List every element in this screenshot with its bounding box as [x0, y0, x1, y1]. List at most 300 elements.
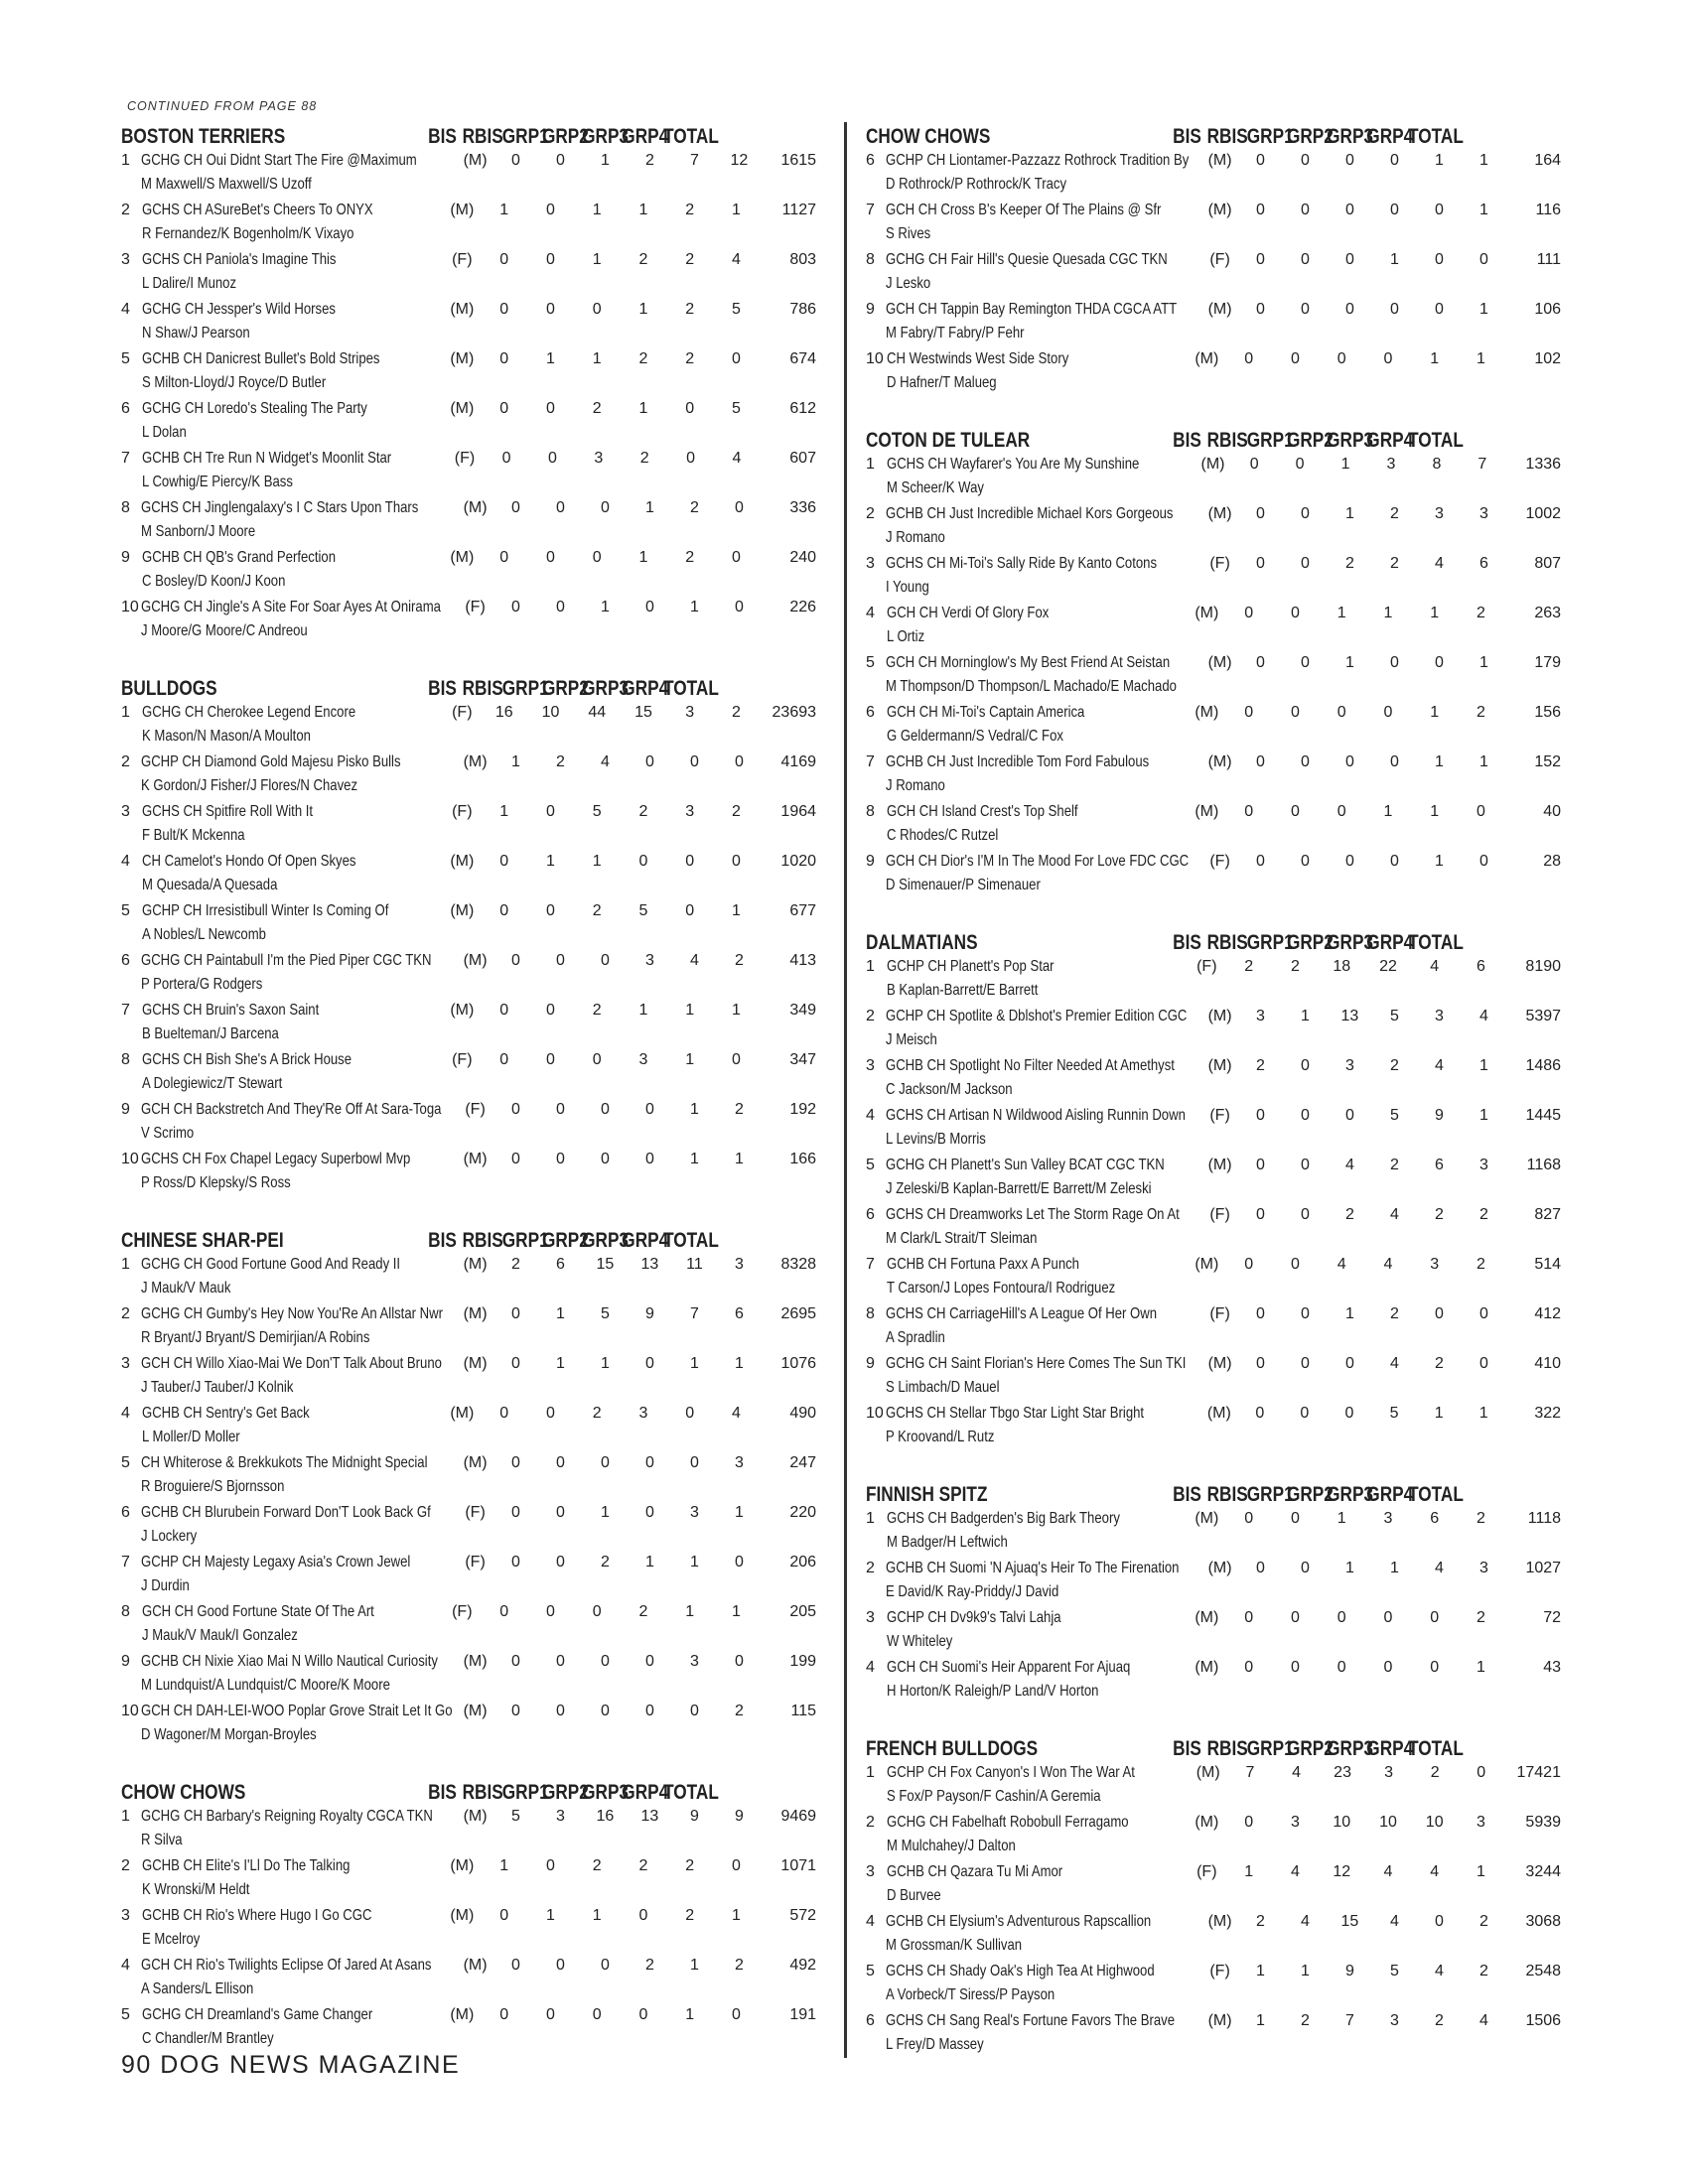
stat-g3: 0 [1434, 1913, 1444, 1930]
stat-bis: 0 [1255, 753, 1265, 770]
owners: D Simenauer/P Simenauer [886, 877, 1042, 893]
stat-g2: 2 [638, 803, 648, 820]
ranking-row [121, 496, 816, 546]
stat-bis: 0 [1255, 1157, 1265, 1173]
stat-bis: 0 [1255, 654, 1265, 671]
owners: K Mason/N Mason/A Moulton [141, 728, 311, 745]
stat-g1: 0 [1344, 1107, 1354, 1124]
column-header: BIS [428, 1229, 457, 1252]
stat-g1: 0 [1344, 853, 1354, 870]
column-header: GRP3 [1327, 125, 1374, 148]
stat-g3: 4 [689, 952, 699, 969]
sex: (M) [1207, 1057, 1232, 1074]
breed-section [866, 1731, 1561, 2059]
column-header: BIS [1173, 931, 1201, 954]
dog-info [887, 1860, 1188, 1910]
dog-info [141, 949, 457, 999]
column-header: TOTAL [663, 677, 719, 700]
stat-bis: 1 [499, 202, 509, 218]
ranking-row [866, 1302, 1561, 1352]
stat-g2: 5 [638, 902, 648, 919]
column-header: BIS [1173, 1737, 1201, 1760]
column-header: GRP2 [541, 1229, 589, 1252]
stat-total: 240 [789, 549, 817, 566]
stat-bis: 16 [494, 704, 513, 721]
stat-g4: 0 [734, 753, 744, 770]
stat-total: 8190 [1525, 958, 1562, 975]
stat-bis: 0 [510, 952, 520, 969]
ranking-row [866, 800, 1561, 850]
stat-g4: 4 [1478, 1008, 1488, 1024]
column-header: TOTAL [1408, 931, 1464, 954]
rank-number: 3 [866, 1863, 875, 1880]
rank-number: 6 [866, 1206, 875, 1223]
column-header: TOTAL [1408, 429, 1464, 452]
stat-total: 102 [1534, 350, 1562, 367]
stat-g3: 9 [689, 1808, 699, 1825]
sex: (M) [1195, 1814, 1219, 1831]
sex: (M) [1207, 1560, 1232, 1576]
rank-number: 6 [121, 952, 130, 969]
stat-g4: 0 [731, 1857, 741, 1874]
sex: (F) [1209, 1107, 1230, 1124]
owners: D Wagoner/M Morgan-Broyles [141, 1726, 317, 1743]
column-header: GRP3 [582, 1229, 630, 1252]
stat-g1: 2 [592, 400, 602, 417]
stat-total: 1071 [780, 1857, 817, 1874]
sex: (M) [450, 902, 475, 919]
stat-g2: 1 [1383, 803, 1393, 820]
dog-name: GCHB CH Blurubein Forward Don'T Look Back Gf [141, 1504, 431, 1521]
stat-total: 349 [789, 1002, 817, 1019]
dog-name: GCHG CH Good Fortune Good And Ready II [141, 1256, 401, 1273]
stat-bis: 0 [1244, 1609, 1254, 1626]
ranking-row [121, 1402, 816, 1451]
stat-bis: 0 [499, 350, 509, 367]
rank-number: 3 [866, 1057, 875, 1074]
breed-title: CHINESE SHAR-PEI [121, 1229, 284, 1252]
stat-g4: 3 [1478, 505, 1488, 522]
dog-info [141, 496, 457, 546]
column-header: GRP1 [1246, 429, 1294, 452]
stat-total: 2695 [780, 1305, 817, 1322]
dog-name: GCHB CH Just Incredible Tom Ford Fabulous [886, 753, 1150, 770]
dog-name: GCHS CH Sang Real's Fortune Favors The Brave [886, 2012, 1176, 2029]
stat-bis: 0 [1244, 704, 1254, 721]
stat-g4: 2 [1476, 1510, 1485, 1527]
sex: (M) [463, 952, 488, 969]
rank-number: 8 [866, 803, 875, 820]
stat-g3: 0 [685, 1405, 695, 1422]
dog-name: GCHG CH Loredo's Stealing The Party [141, 400, 367, 417]
dog-name: GCHS CH Fox Chapel Legacy Superbowl Mvp [141, 1151, 411, 1167]
ranking-row [866, 248, 1561, 298]
stat-rbis: 0 [555, 152, 565, 169]
column-header: BIS [428, 125, 457, 148]
stat-g3: 3 [689, 1653, 699, 1670]
stat-total: 1964 [780, 803, 817, 820]
stat-total: 1127 [781, 202, 817, 218]
dog-info [141, 149, 457, 199]
ranking-row [866, 1005, 1561, 1054]
owners: M Badger/H Leftwich [886, 1534, 1008, 1551]
stat-g3: 3 [1434, 1008, 1444, 1024]
rank-number: 9 [866, 1355, 875, 1372]
column-header: BIS [428, 677, 457, 700]
stat-rbis: 0 [555, 1703, 565, 1719]
stat-g4: 2 [1478, 1913, 1488, 1930]
stat-g1: 0 [592, 1603, 602, 1620]
owners: I Young [886, 579, 929, 596]
stat-g4: 1 [1478, 301, 1488, 318]
ranking-row [866, 1761, 1561, 1811]
sex: (F) [1209, 1963, 1230, 1979]
breed-section [121, 1223, 816, 1749]
column-header: RBIS [462, 1229, 503, 1252]
stat-total: 322 [1534, 1405, 1562, 1422]
ranking-row [121, 199, 816, 248]
stat-bis: 5 [510, 1808, 520, 1825]
rank-number: 6 [121, 1504, 130, 1521]
stat-g2: 5 [1389, 1008, 1399, 1024]
stat-rbis: 0 [555, 599, 565, 615]
breed-section [866, 423, 1561, 899]
stat-g4: 1 [734, 1504, 744, 1521]
section-header [866, 1731, 1561, 1761]
stat-total: 23693 [772, 704, 817, 721]
stat-g3: 1 [1434, 1405, 1444, 1422]
ranking-row [121, 1904, 816, 1954]
sex: (F) [452, 803, 473, 820]
stat-bis: 0 [1255, 202, 1265, 218]
stat-g3: 3 [685, 803, 695, 820]
stat-g4: 5 [731, 301, 741, 318]
stat-rbis: 0 [555, 1101, 565, 1118]
rank-number: 2 [121, 1857, 130, 1874]
rank-number: 8 [121, 1603, 130, 1620]
stat-g1: 7 [1344, 2012, 1354, 2029]
owners: V Scrimo [141, 1125, 195, 1142]
sex: (F) [1209, 853, 1230, 870]
stat-total: 116 [1535, 202, 1562, 218]
stat-g2: 0 [644, 1454, 654, 1471]
ranking-row [121, 2003, 816, 2053]
stat-g4: 4 [1478, 2012, 1488, 2029]
section-header [121, 1223, 816, 1253]
stat-rbis: 2 [1291, 958, 1300, 975]
column-header: GRP3 [1327, 1483, 1374, 1506]
owners: L Cowhig/E Piercy/K Bass [141, 474, 293, 490]
stat-g2: 4 [1383, 1256, 1393, 1273]
sex: (M) [1200, 456, 1225, 473]
rank-number: 2 [866, 505, 875, 522]
stat-g3: 2 [689, 499, 699, 516]
stat-g4: 0 [1478, 1355, 1488, 1372]
breed-title: COTON DE TULEAR [866, 429, 1031, 452]
dog-name: GCH CH Mi-Toi's Captain America [886, 704, 1085, 721]
stat-g2: 2 [638, 1857, 648, 1874]
owners: J Romano [886, 529, 945, 546]
sex: (M) [1207, 1008, 1232, 1024]
stat-rbis: 0 [1291, 1609, 1300, 1626]
stat-g1: 2 [600, 1554, 610, 1570]
stat-rbis: 0 [546, 400, 555, 417]
rank-number: 1 [866, 456, 875, 473]
column-header: GRP4 [1366, 1737, 1414, 1760]
stat-g2: 0 [1389, 853, 1399, 870]
stat-g1: 1 [600, 1504, 610, 1521]
column-header: GRP3 [582, 677, 630, 700]
stat-g2: 0 [1389, 152, 1399, 169]
stat-rbis: 0 [1300, 1157, 1310, 1173]
stat-g4: 1 [734, 1151, 744, 1167]
dog-name: GCHS CH Dreamworks Let The Storm Rage On At [886, 1206, 1180, 1223]
stat-bis: 0 [499, 301, 509, 318]
column-header: GRP2 [541, 125, 589, 148]
dog-name: GCHB CH Suomi 'N Ajuaq's Heir To The Firenation [886, 1560, 1180, 1576]
stat-g4: 2 [1476, 1256, 1485, 1273]
dog-name: GCHP CH Liontamer-Pazzazz Rothrock Tradition By [886, 152, 1190, 169]
stat-g2: 0 [638, 2006, 648, 2023]
rank-number: 6 [866, 2012, 875, 2029]
stat-g4: 6 [1478, 555, 1488, 572]
stat-g3: 1 [689, 1957, 699, 1974]
rank-number: 1 [866, 958, 875, 975]
ranking-row [121, 949, 816, 999]
ranking-row [866, 199, 1561, 248]
dog-info [886, 1352, 1201, 1402]
ranking-row [121, 1048, 816, 1098]
stat-g2: 13 [640, 1808, 659, 1825]
dog-name: GCHP CH Diamond Gold Majesu Pisko Bulls [141, 753, 401, 770]
stat-total: 111 [1536, 251, 1562, 268]
stat-g3: 0 [685, 853, 695, 870]
column-header: GRP4 [622, 677, 669, 700]
owners: P Portera/G Rodgers [141, 976, 263, 993]
stat-total: 1336 [1525, 456, 1562, 473]
column-header: RBIS [1206, 125, 1248, 148]
stat-bis: 0 [499, 549, 509, 566]
stat-bis: 0 [510, 152, 520, 169]
owners: T Carson/J Lopes Fontoura/I Rodriguez [886, 1280, 1116, 1297]
dog-info [141, 1451, 457, 1501]
stat-g3: 1 [689, 1151, 699, 1167]
stat-g2: 0 [644, 1151, 654, 1167]
stat-g2: 5 [1389, 1963, 1399, 1979]
stat-total: 156 [1534, 704, 1562, 721]
sex: (M) [1207, 1157, 1232, 1173]
stat-rbis: 0 [1291, 1510, 1300, 1527]
stat-g4: 5 [731, 400, 741, 417]
dog-info [141, 1700, 457, 1749]
stat-total: 263 [1534, 605, 1562, 621]
stat-g3: 2 [685, 202, 695, 218]
dog-info [887, 1507, 1188, 1557]
stat-g2: 3 [1389, 2012, 1399, 2029]
rank-number: 5 [866, 654, 875, 671]
owners: A Dolegiewicz/T Stewart [141, 1075, 283, 1092]
stat-bis: 0 [499, 400, 509, 417]
column-header: BIS [1173, 1483, 1201, 1506]
sex: (F) [465, 599, 486, 615]
stat-bis: 0 [1255, 1405, 1265, 1422]
stat-bis: 0 [1244, 1256, 1254, 1273]
dog-name: GCHB CH Qazara Tu Mi Amor [886, 1863, 1063, 1880]
owners: M Thompson/D Thompson/L Machado/E Machado [886, 678, 1178, 695]
dog-name: GCHS CH Artisan N Wildwood Aisling Runnin Down [886, 1107, 1187, 1124]
dog-info [142, 2003, 443, 2053]
stat-rbis: 0 [555, 1454, 565, 1471]
rank-number: 2 [121, 753, 130, 770]
stat-g4: 1 [1476, 1863, 1485, 1880]
stat-total: 1615 [780, 152, 817, 169]
ranking-row [866, 850, 1561, 899]
dog-name: GCH CH Cross B's Keeper Of The Plains @ Sfr [886, 202, 1162, 218]
sex: (F) [452, 1051, 473, 1068]
stat-total: 164 [1534, 152, 1562, 169]
rank-number: 8 [866, 251, 875, 268]
dog-name: GCHG CH Fair Hill's Quesie Quesada CGC TKN [886, 251, 1168, 268]
rank-number: 6 [121, 400, 130, 417]
ranking-row [121, 899, 816, 949]
dog-info [886, 1402, 1200, 1451]
ranking-row [866, 1507, 1561, 1557]
ranking-row [121, 1253, 816, 1302]
stat-rbis: 0 [546, 902, 555, 919]
sex: (M) [450, 400, 475, 417]
stat-g2: 4 [1389, 1913, 1399, 1930]
column-header: TOTAL [1408, 125, 1464, 148]
stat-rbis: 0 [1295, 456, 1305, 473]
stat-bis: 0 [510, 1101, 520, 1118]
stat-rbis: 0 [546, 803, 555, 820]
stat-bis: 0 [1255, 505, 1265, 522]
stat-g3: 2 [685, 1857, 695, 1874]
sex: (F) [452, 1603, 473, 1620]
stat-total: 803 [789, 251, 817, 268]
dog-info [886, 2009, 1201, 2059]
section-header [121, 119, 816, 149]
dog-name: GCH CH Backstretch And They'Re Off At Sara-Toga [141, 1101, 442, 1118]
column-header: TOTAL [663, 125, 719, 148]
stat-bis: 0 [510, 1504, 520, 1521]
ranking-row [866, 651, 1561, 701]
stat-g1: 1 [1336, 1510, 1346, 1527]
dog-info [141, 1253, 457, 1302]
dog-name: GCHG CH Gumby's Hey Now You'Re An Allstar Nwr [141, 1305, 444, 1322]
rank-number: 8 [121, 1051, 130, 1068]
stat-g1: 1 [600, 599, 610, 615]
dog-name: GCHS CH Shady Oak's High Tea At Highwood [886, 1963, 1155, 1979]
ranking-row [866, 2009, 1561, 2059]
stat-g2: 0 [1389, 301, 1399, 318]
owners: R Silva [141, 1832, 183, 1848]
stat-g1: 1 [592, 251, 602, 268]
stat-g1: 1 [1344, 1305, 1354, 1322]
sex: (M) [1195, 1256, 1219, 1273]
stat-total: 40 [1543, 803, 1562, 820]
stat-g2: 0 [644, 599, 654, 615]
stat-g2: 3 [638, 1051, 648, 1068]
dog-name: GCH CH Rio's Twilights Eclipse Of Jared At Asans [141, 1957, 432, 1974]
stat-g3: 6 [1430, 1510, 1440, 1527]
dog-name: GCHS CH ASureBet's Cheers To ONYX [141, 202, 373, 218]
ranking-row [121, 1451, 816, 1501]
breed-section [866, 1477, 1561, 1706]
rank-number: 4 [866, 1913, 875, 1930]
column-header: GRP3 [582, 125, 630, 148]
dog-info [142, 397, 443, 447]
stat-rbis: 0 [555, 1504, 565, 1521]
stat-g4: 2 [1476, 704, 1485, 721]
stat-g4: 2 [731, 704, 741, 721]
dog-info [142, 1600, 443, 1650]
stat-g4: 1 [1478, 152, 1488, 169]
stat-g2: 4 [1389, 1206, 1399, 1223]
stat-g4: 4 [731, 1405, 741, 1422]
stat-g3: 1 [1434, 152, 1444, 169]
stat-total: 205 [789, 1603, 817, 1620]
dog-name: GCH CH Tappin Bay Remington THDA CGCA ATT [886, 301, 1178, 318]
dog-info [142, 1854, 443, 1904]
column-header: GRP1 [1246, 1737, 1294, 1760]
stat-total: 1002 [1525, 505, 1562, 522]
rank-number: 3 [866, 555, 875, 572]
stat-bis: 0 [1255, 555, 1265, 572]
owners: M Clark/L Strait/T Sleiman [886, 1230, 1038, 1247]
owners: R Broguiere/S Bjornsson [141, 1478, 285, 1495]
stat-g3: 4 [1430, 1863, 1440, 1880]
dog-name: GCHS CH Bruin's Saxon Saint [141, 1002, 320, 1019]
dog-name: GCHB CH Elysium's Adventurous Rapscallion [886, 1913, 1152, 1930]
dog-name: GCHG CH Saint Florian's Here Comes The Sun TKI [886, 1355, 1187, 1372]
breed-section [121, 1775, 816, 2053]
stat-g2: 0 [1383, 704, 1393, 721]
stat-g2: 2 [1389, 505, 1399, 522]
owners: D Burvee [886, 1887, 941, 1904]
stat-g4: 1 [1476, 1659, 1485, 1676]
dog-name: GCHG CH Jingle's A Site For Soar Ayes At Onirama [141, 599, 442, 615]
ranking-row [121, 701, 816, 751]
owners: D Rothrock/P Rothrock/K Tracy [886, 176, 1067, 193]
dog-name: GCHP CH Spotlite & Dblshot's Premier Edition CGC [886, 1008, 1188, 1024]
stat-g4: 1 [1476, 350, 1485, 367]
dog-name: GCHS CH Mi-Toi's Sally Ride By Kanto Cotons [886, 555, 1158, 572]
stat-g1: 1 [592, 1907, 602, 1924]
stat-g1: 0 [1344, 1355, 1354, 1372]
stat-bis: 0 [499, 1051, 509, 1068]
stat-rbis: 0 [546, 1051, 555, 1068]
stat-rbis: 0 [1300, 1305, 1310, 1322]
stat-rbis: 4 [1291, 1863, 1300, 1880]
owners: L Frey/D Massey [886, 2036, 984, 2053]
stat-rbis: 0 [1300, 202, 1310, 218]
column-header: RBIS [462, 677, 503, 700]
stat-g2: 0 [644, 753, 654, 770]
stat-g2: 4 [1389, 1355, 1399, 1372]
dog-name: GCH CH Willo Xiao-Mai We Don'T Talk About Bruno [141, 1355, 443, 1372]
owners: S Limbach/D Mauel [886, 1379, 1000, 1396]
rank-number: 4 [866, 1107, 875, 1124]
column-header: GRP2 [1286, 1737, 1334, 1760]
stat-rbis: 0 [1300, 1057, 1310, 1074]
dog-info [886, 1910, 1201, 1960]
dog-name: GCHS CH Jinglengalaxy's I C Stars Upon Thars [141, 499, 419, 516]
ranking-row [866, 149, 1561, 199]
stat-rbis: 0 [546, 2006, 555, 2023]
stat-rbis: 0 [1300, 1560, 1310, 1576]
owners: D Hafner/T Malueg [886, 374, 997, 391]
